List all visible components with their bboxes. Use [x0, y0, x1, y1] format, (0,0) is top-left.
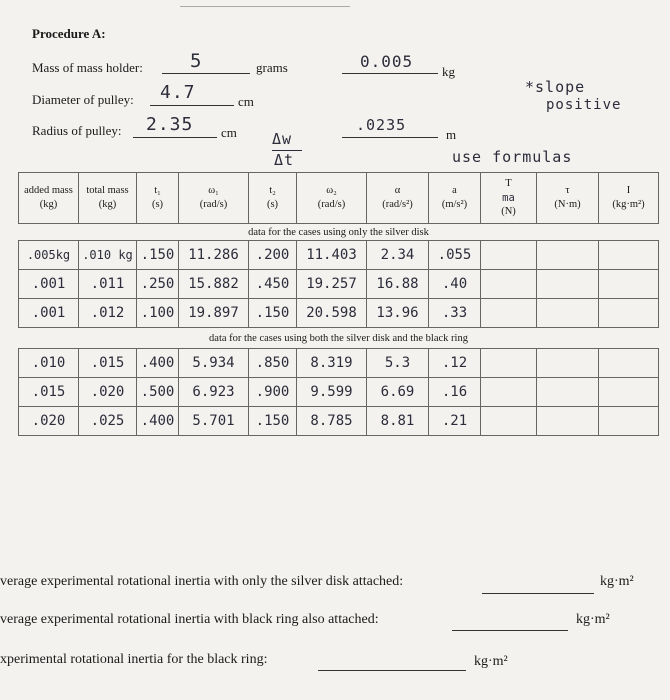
table-row [19, 378, 659, 407]
table-cell: .900 [249, 378, 297, 407]
table-cell: .005kg [19, 241, 79, 270]
table-cell: 8.81 [367, 407, 429, 436]
mass-holder-unit: grams [256, 60, 288, 75]
table-cell [481, 299, 537, 328]
header-t2: t₂ (s) [249, 173, 297, 224]
table-cell: 8.785 [297, 407, 367, 436]
procedure-heading: Procedure A: [32, 26, 106, 41]
mass-holder-value: 5 [190, 50, 203, 72]
table-cell [537, 241, 599, 270]
diameter-unit: cm [238, 94, 254, 109]
table-cell: .500 [137, 378, 179, 407]
table-cell: 20.598 [297, 299, 367, 328]
mass-holder-kg-line [342, 73, 438, 74]
table-cell: 5.3 [367, 349, 429, 378]
table-cell: .015 [19, 378, 79, 407]
table-cell: .250 [137, 270, 179, 299]
header-omega2: ω₂ (rad/s) [297, 173, 367, 224]
header-omega1: ω₁ (rad/s) [179, 173, 249, 224]
table-cell: .001 [19, 270, 79, 299]
positive-note: positive [546, 97, 622, 113]
table-row [19, 270, 659, 299]
diameter-line [150, 105, 234, 106]
table-cell: 8.319 [297, 349, 367, 378]
formula-numerator: Δw [272, 130, 293, 148]
table-row [19, 349, 659, 378]
table-cell [481, 407, 537, 436]
radius-m-line [342, 137, 438, 138]
table-cell [599, 407, 659, 436]
black-ring-inertia-label: xperimental rotational inertia for the black ring: [0, 652, 268, 667]
header-t1: t₁ (s) [137, 173, 179, 224]
table-cell [599, 241, 659, 270]
header-alpha: α (rad/s²) [367, 173, 429, 224]
section-silver-disk: data for the cases using only the silver disk [248, 226, 429, 238]
top-rule [180, 6, 350, 7]
table-cell: .40 [429, 270, 481, 299]
use-formulas-note: use formulas [452, 148, 573, 166]
diameter-label: Diameter of pulley: [32, 92, 134, 107]
table-cell [537, 299, 599, 328]
radius-line [133, 137, 217, 138]
table-cell: .055 [429, 241, 481, 270]
table-cell: .020 [79, 378, 137, 407]
table-cell: 6.923 [179, 378, 249, 407]
table-cell: 11.403 [297, 241, 367, 270]
table-cell [537, 349, 599, 378]
table-cell: 2.34 [367, 241, 429, 270]
black-ring-inertia-line [318, 670, 466, 671]
table-cell: 13.96 [367, 299, 429, 328]
radius-unit: cm [221, 125, 237, 140]
avg-inertia-ring-label: verage experimental rotational inertia with black ring also attached: [0, 612, 379, 627]
avg-inertia-silver-unit: kg·m² [600, 574, 634, 589]
table-cell: .400 [137, 407, 179, 436]
table-row [19, 241, 659, 270]
table-cell: .001 [19, 299, 79, 328]
slope-note: *slope [525, 78, 586, 96]
table-cell: .150 [249, 407, 297, 436]
table-cell: 19.257 [297, 270, 367, 299]
mass-holder-kg-unit: kg [442, 64, 455, 79]
table-cell: .010 [19, 349, 79, 378]
avg-inertia-silver-label: verage experimental rotational inertia with only the silver disk attached: [0, 574, 404, 589]
radius-m-value: .0235 [356, 116, 407, 134]
table-cell: 19.897 [179, 299, 249, 328]
data-table [18, 172, 659, 436]
table-cell [481, 349, 537, 378]
table-cell [599, 299, 659, 328]
header-total-mass: total mass (kg) [79, 173, 137, 224]
table-cell: 15.882 [179, 270, 249, 299]
table-row [19, 299, 659, 328]
table-cell: .12 [429, 349, 481, 378]
table-cell: 9.599 [297, 378, 367, 407]
mass-holder-line [162, 73, 250, 74]
header-a: a (m/s²) [429, 173, 481, 224]
radius-label: Radius of pulley: [32, 123, 122, 138]
table-cell: .015 [79, 349, 137, 378]
table-cell: 5.701 [179, 407, 249, 436]
table-cell: .020 [19, 407, 79, 436]
table-cell: .150 [137, 241, 179, 270]
table-cell: .450 [249, 270, 297, 299]
table-cell: .200 [249, 241, 297, 270]
table-cell: 16.88 [367, 270, 429, 299]
table-row [19, 407, 659, 436]
radius-value: 2.35 [146, 114, 194, 135]
header-added-mass: added mass (kg) [19, 173, 79, 224]
table-cell [599, 270, 659, 299]
table-cell: .150 [249, 299, 297, 328]
table-cell: 11.286 [179, 241, 249, 270]
mass-holder-label: Mass of mass holder: [32, 60, 143, 75]
radius-m-unit: m [446, 127, 457, 142]
table-cell: .850 [249, 349, 297, 378]
section-disk-and-ring: data for the cases using both the silver disk and the black ring [209, 332, 468, 344]
table-cell: .400 [137, 349, 179, 378]
table-cell [599, 378, 659, 407]
header-torque: τ (N·m) [537, 173, 599, 224]
table-cell: .012 [79, 299, 137, 328]
mass-holder-kg-value: 0.005 [360, 52, 414, 71]
header-inertia: I (kg·m²) [599, 173, 659, 224]
formula-denominator: Δt [274, 151, 295, 169]
table-cell: 5.934 [179, 349, 249, 378]
avg-inertia-ring-unit: kg·m² [576, 612, 610, 627]
table-cell: .16 [429, 378, 481, 407]
table-cell: .011 [79, 270, 137, 299]
table-cell: 6.69 [367, 378, 429, 407]
table-cell: .025 [79, 407, 137, 436]
table-cell [537, 407, 599, 436]
table-cell [481, 270, 537, 299]
table-cell [599, 349, 659, 378]
table-cell [481, 378, 537, 407]
table-cell: .33 [429, 299, 481, 328]
avg-inertia-ring-line [452, 630, 568, 631]
table-cell [537, 378, 599, 407]
table-cell: .21 [429, 407, 481, 436]
table-cell [481, 241, 537, 270]
table-cell: .010 kg [79, 241, 137, 270]
table-cell: .100 [137, 299, 179, 328]
table-cell [537, 270, 599, 299]
avg-inertia-silver-line [482, 593, 594, 594]
diameter-value: 4.7 [160, 82, 196, 103]
header-tension: T ma (N) [481, 173, 537, 224]
black-ring-inertia-unit: kg·m² [474, 654, 508, 669]
